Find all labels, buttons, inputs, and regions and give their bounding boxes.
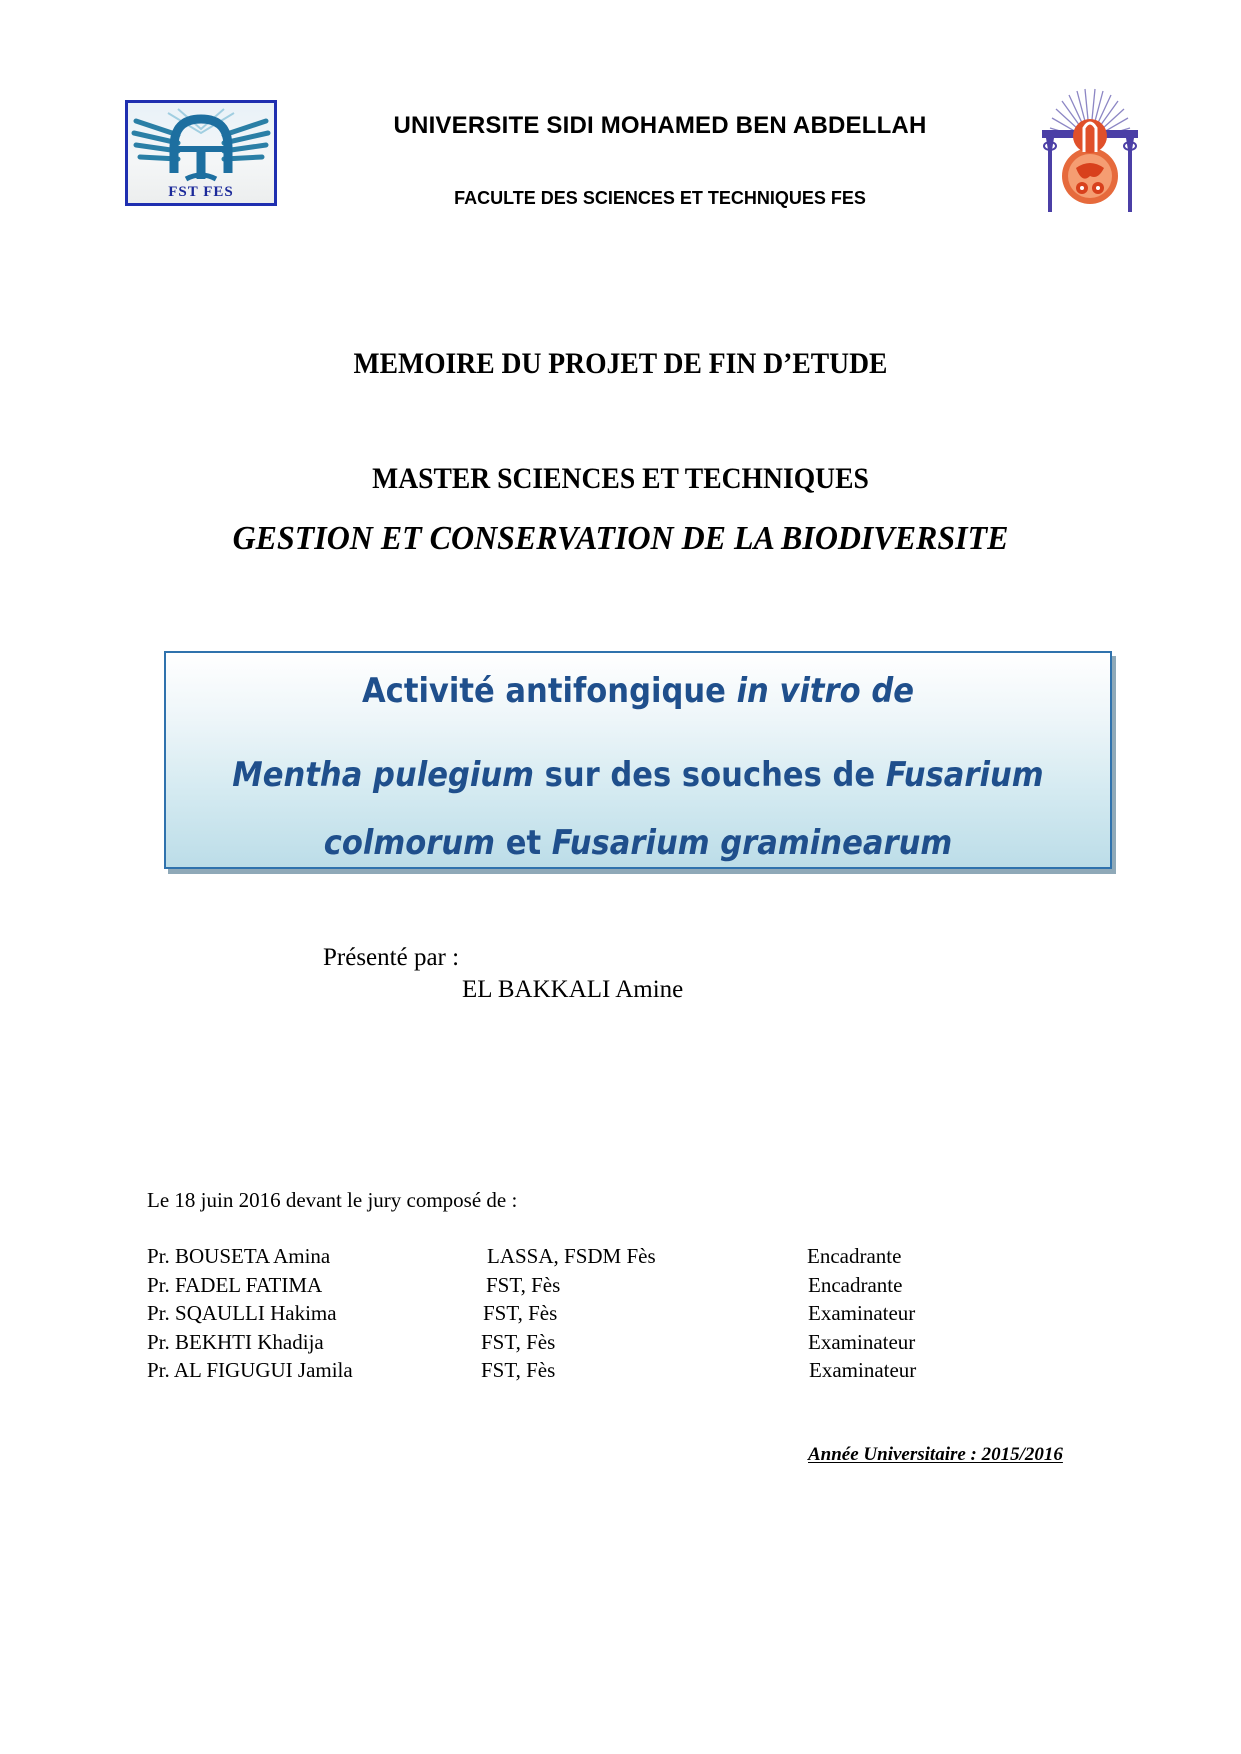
jury-member-affiliation: FST, Fès [481,1329,556,1354]
university-name: UNIVERSITE SIDI MOHAMED BEN ABDELLAH [393,112,927,139]
jury-member-name: Pr. BEKHTI Khadija [147,1329,324,1354]
species-name: Fusarium graminearum [551,823,953,863]
thesis-title-line-2 [213,755,1063,795]
fst-fes-logo [125,100,277,206]
genus-name: Fusarium [885,755,1044,795]
thesis-title-line-3 [213,823,1063,863]
species-name: Mentha pulegium [232,755,535,795]
specialty-title: GESTION ET CONSERVATION DE LA BIODIVERSITE [232,520,1009,557]
jury-member-role: Examinateur [808,1329,916,1354]
thesis-title-line-1 [213,671,1063,711]
jury-member-name: Pr. AL FIGUGUI Jamila [147,1358,353,1382]
thesis-title-text: et [495,823,552,863]
faculty-name: FACULTE DES SCIENCES ET TECHNIQUES FES [454,188,866,208]
thesis-title-text: Activité antifongique [361,671,737,711]
usmba-emblem-icon [1040,88,1140,216]
jury-member-name: Pr. SQAULLI Hakima [147,1301,337,1325]
jury-member-affiliation: FST, Fès [481,1358,556,1382]
jury-member-affiliation: LASSA, FSDM Fès [487,1244,656,1268]
jury-member-affiliation: FST, Fès [483,1301,558,1325]
academic-year: Année Universitaire : 2015/2016 [808,1444,1063,1465]
memoire-title: MEMOIRE DU PROJET DE FIN D’ETUDE [353,347,888,380]
jury-intro: Le 18 juin 2016 devant le jury composé de : [147,1188,518,1212]
jury-member-role: Encadrante [807,1244,902,1268]
master-title: MASTER SCIENCES ET TECHNIQUES [372,462,869,495]
thesis-title-text: sur des souches de [534,755,886,795]
species-name: colmorum [323,823,496,863]
jury-member-affiliation: FST, Fès [486,1272,561,1297]
presented-by-label: Présenté par : [323,944,460,971]
jury-member-name: Pr. BOUSETA Amina [147,1244,331,1268]
jury-member-role: Encadrante [808,1272,903,1297]
jury-member-role: Examinateur [809,1358,917,1382]
jury-member-name: Pr. FADEL FATIMA [147,1272,323,1297]
usmba-emblem [1040,88,1140,216]
fst-fes-logo-text: FST FES [168,184,234,200]
thesis-title-italic: in vitro de [736,671,914,711]
jury-member-role: Examinateur [808,1301,916,1325]
thesis-title-box [164,651,1112,869]
author-name: EL BAKKALI Amine [462,976,684,1003]
